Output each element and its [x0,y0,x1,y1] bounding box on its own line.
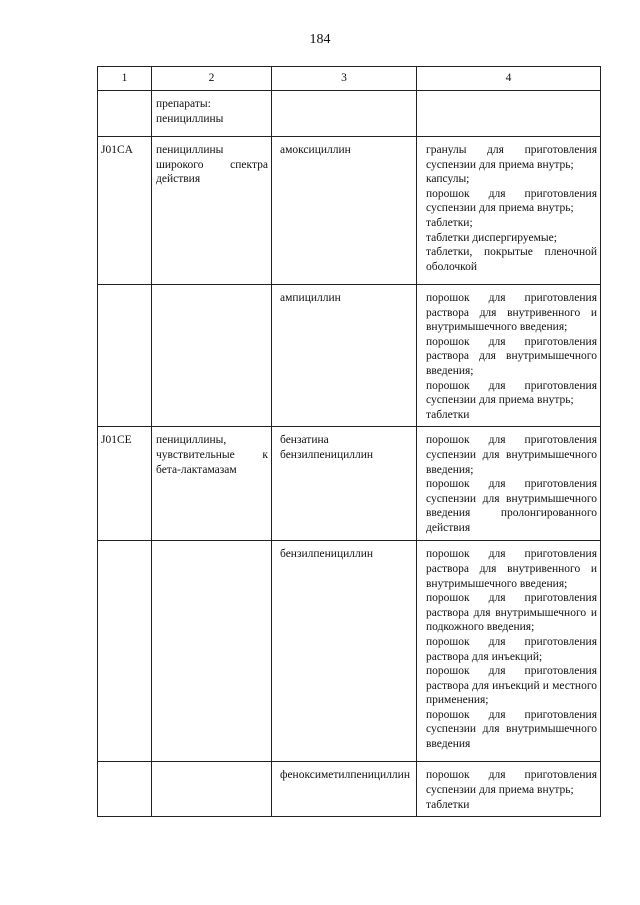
dosage-form: порошок для приготовления раствора для внутривенного и внутримышечного введения; [426,292,597,334]
dosage-form: порошок для приготовления раствора для инъекций; [426,635,597,663]
dosage-form: таблетки; [426,216,473,229]
dosage-form: капсулы; [426,173,470,186]
atc-code-cell [98,541,152,762]
atc-code: J01CE [101,434,132,447]
dosage-form: порошок для приготовления раствора для инъекций и местного применения; [426,665,597,707]
drug-cell [272,137,417,285]
dosage-form: порошок для приготовления раствора для внутривенного и внутримышечного введения; [426,548,597,590]
group-cell [152,541,272,762]
drug-cell [272,285,417,427]
dosage-form: порошок для приготовления суспензии для внутримышечного введения пролонгированного действия [426,478,597,534]
dosage-form: таблетки [426,798,470,811]
dosage-forms-cell [417,762,601,817]
header-col-2: 2 [152,67,272,91]
dosage-form: порошок для приготовления суспензии для приема внутрь; [426,187,597,215]
dosage-form: порошок для приготовления суспензии для внутримышечного введения; [426,434,597,476]
dosage-form: порошок для приготовления суспензии для приема внутрь; [426,379,597,407]
dosage-form: таблетки диспергируемые; [426,231,557,244]
dosage-forms-cell [417,285,601,427]
table-row [98,91,601,137]
dosage-form: порошок для приготовления суспензии для внутримышечного введения [426,708,597,751]
page-number: 184 [309,32,331,47]
drug-cell [272,91,417,137]
group-name: пенициллины широкого спектра действия [156,144,268,186]
atc-code-cell [98,762,152,817]
table-body [98,91,601,817]
header-col-3: 3 [272,67,417,91]
medication-table [97,66,601,817]
drug-cell [272,762,417,817]
dosage-form: таблетки, покрытые пленочной оболочкой [426,246,597,273]
header-col-1: 1 [98,67,152,91]
dosage-form: порошок для приготовления раствора для внутримышечного введения; [426,335,597,377]
dosage-form: порошок для приготовления суспензии для приема внутрь; [426,769,597,796]
dosage-forms-cell [417,427,601,541]
atc-code-cell [98,285,152,427]
table-header-row [98,67,601,91]
dosage-forms-cell [417,541,601,762]
table-row [98,137,601,285]
table-row [98,541,601,762]
dosage-forms-cell [417,137,601,285]
drug-cell [272,427,417,541]
atc-code-cell [98,137,152,285]
atc-code-cell [98,91,152,137]
table-row [98,762,601,817]
header-col-4: 4 [417,67,601,91]
table-row [98,427,601,541]
dosage-form: таблетки [426,408,470,421]
group-cell [152,137,272,285]
dosage-form: гранулы для приготовления суспензии для приема внутрь; [426,144,597,171]
drug-name: бензатина бензилпенициллин [280,434,374,461]
group-cell [152,91,272,137]
drug-name: феноксиметилпенициллин [280,769,410,782]
drug-cell [272,541,417,762]
drug-name: ампициллин [280,292,341,304]
group-cell [152,285,272,427]
table-row [98,285,601,427]
atc-code-cell [98,427,152,541]
drug-name: амоксициллин [280,144,351,156]
drug-name: бензилпенициллин [280,548,374,561]
dosage-form: порошок для приготовления раствора для внутримышечного и подкожного введения; [426,592,597,634]
atc-code: J01CA [101,144,133,156]
dosage-forms-cell [417,91,601,137]
group-name: пенициллины, чувствительные к бета-лактамазам [156,434,268,476]
group-cell [152,427,272,541]
group-name: препараты: пенициллины [156,98,224,125]
group-cell [152,762,272,817]
